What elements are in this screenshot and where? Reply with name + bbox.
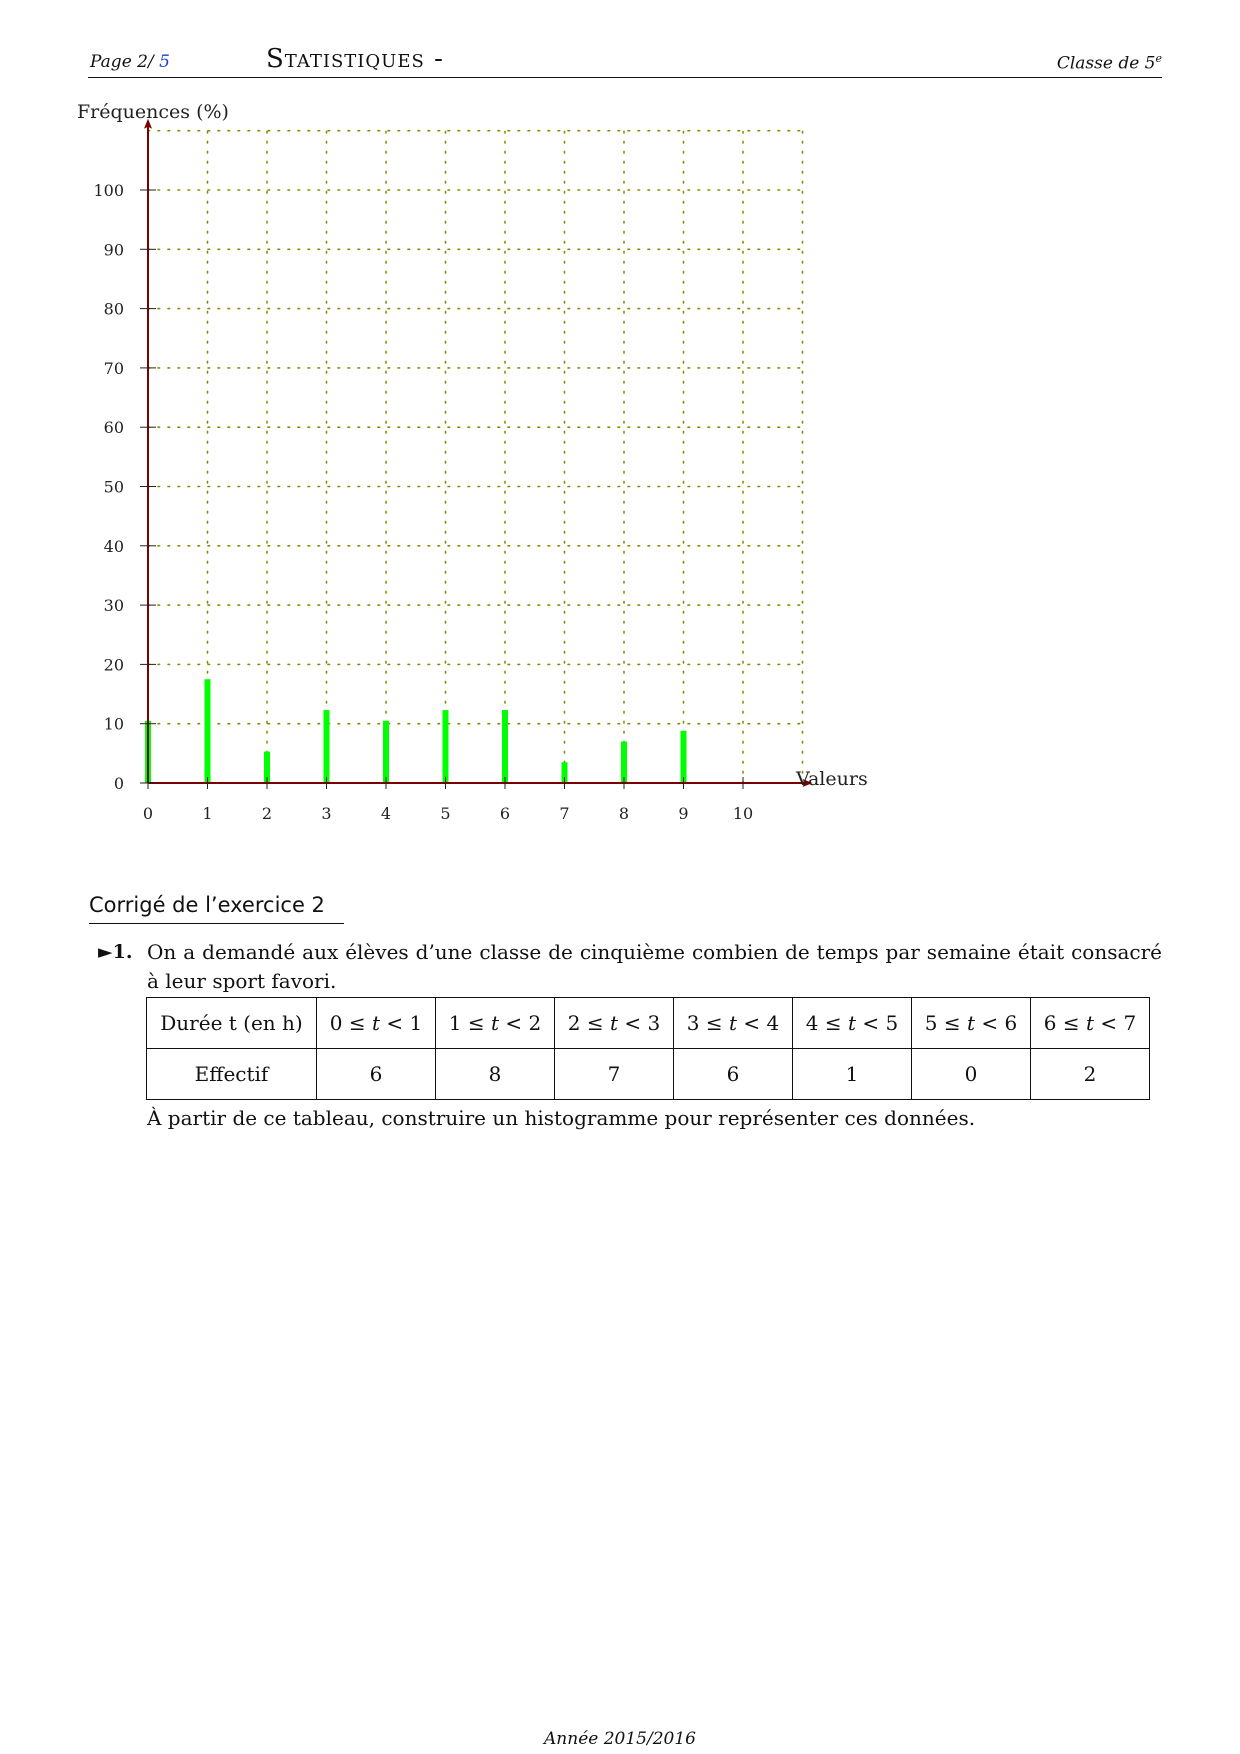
chart-bars bbox=[145, 679, 687, 783]
chart-grid bbox=[148, 131, 803, 783]
y-tick-label: 20 bbox=[103, 655, 124, 675]
table-row-durations bbox=[147, 998, 1150, 1049]
x-tick-label: 1 bbox=[202, 804, 213, 823]
effectif-cell: 6 bbox=[317, 1049, 436, 1100]
x-tick-label: 4 bbox=[380, 804, 392, 823]
bar-3 bbox=[324, 710, 330, 783]
table-header-duration: Durée t (en h) bbox=[147, 998, 317, 1049]
y-tick-label: 100 bbox=[93, 181, 124, 200]
bar-4 bbox=[383, 721, 389, 783]
section-title: Corrigé de l’exercice 2 bbox=[89, 893, 325, 917]
x-axis-label: Valeurs bbox=[796, 768, 868, 790]
y-tick-label: 10 bbox=[103, 714, 124, 734]
y-tick-label: 60 bbox=[103, 418, 124, 438]
class-text: Classe de 5 bbox=[1056, 53, 1156, 74]
interval-cell: 3 ≤ t < 4 bbox=[674, 998, 793, 1049]
interval-cell: 5 ≤ t < 6 bbox=[912, 998, 1031, 1049]
frequency-bar-chart bbox=[60, 95, 880, 835]
x-tick-label: 8 bbox=[618, 804, 630, 823]
effectif-cell: 8 bbox=[436, 1049, 555, 1100]
header-rule bbox=[88, 77, 1162, 78]
interval-cell: 6 ≤ t < 7 bbox=[1031, 998, 1150, 1049]
data-table bbox=[146, 997, 1150, 1100]
item-number: ►1. bbox=[98, 941, 133, 963]
bar-9 bbox=[681, 731, 687, 783]
x-tick-label: 9 bbox=[678, 804, 689, 823]
bar-1 bbox=[205, 679, 211, 783]
x-tick-label: 10 bbox=[732, 804, 754, 823]
x-tick-label: 5 bbox=[440, 804, 451, 823]
class-label bbox=[1057, 52, 1162, 74]
interval-cell: 0 ≤ t < 1 bbox=[317, 998, 436, 1049]
document-title: Statistiques - bbox=[266, 44, 444, 74]
footer-year: Année 2015/2016 bbox=[544, 1729, 696, 1749]
interval-cell: 1 ≤ t < 2 bbox=[436, 998, 555, 1049]
y-tick-label: 50 bbox=[103, 477, 124, 497]
effectif-cell: 7 bbox=[555, 1049, 674, 1100]
y-tick-label: 40 bbox=[103, 536, 124, 556]
instruction-text: À partir de ce tableau, construire un histogramme pour représenter ces données. bbox=[147, 1106, 976, 1130]
chart-axes bbox=[144, 119, 813, 787]
effectif-cell: 1 bbox=[793, 1049, 912, 1100]
x-tick-label: 3 bbox=[321, 804, 332, 823]
y-tick-label: 90 bbox=[103, 240, 124, 260]
interval-cell: 2 ≤ t < 3 bbox=[555, 998, 674, 1049]
effectif-cell: 2 bbox=[1031, 1049, 1150, 1100]
y-tick-label: 70 bbox=[103, 358, 124, 378]
y-tick-label: 80 bbox=[103, 299, 124, 319]
x-tick-label: 0 bbox=[142, 804, 154, 823]
x-tick-label: 2 bbox=[261, 804, 273, 823]
table-header-effectif: Effectif bbox=[147, 1049, 317, 1100]
effectif-cell: 0 bbox=[912, 1049, 1031, 1100]
class-superscript: e bbox=[1155, 52, 1162, 65]
page-label: Page 2/ bbox=[90, 52, 160, 72]
page-total-link[interactable]: 5 bbox=[159, 52, 170, 72]
bar-5 bbox=[443, 710, 449, 783]
bar-8 bbox=[621, 741, 627, 783]
y-tick-label: 30 bbox=[103, 596, 124, 616]
bar-6 bbox=[502, 710, 508, 783]
chart-ticks bbox=[93, 181, 753, 823]
section-title-underline bbox=[89, 923, 344, 924]
page-indicator bbox=[90, 52, 170, 72]
x-tick-label: 6 bbox=[499, 804, 511, 823]
effectif-cell: 6 bbox=[674, 1049, 793, 1100]
y-tick-label: 0 bbox=[113, 774, 124, 793]
y-axis-label: Fréquences (%) bbox=[77, 101, 229, 123]
item-text: On a demandé aux élèves d’une classe de cinquième combien de temps par semaine était consacré à leur sport favori. bbox=[147, 940, 1162, 993]
table-row-effectifs bbox=[147, 1049, 1150, 1100]
x-tick-label: 7 bbox=[559, 804, 570, 823]
interval-cell: 4 ≤ t < 5 bbox=[793, 998, 912, 1049]
